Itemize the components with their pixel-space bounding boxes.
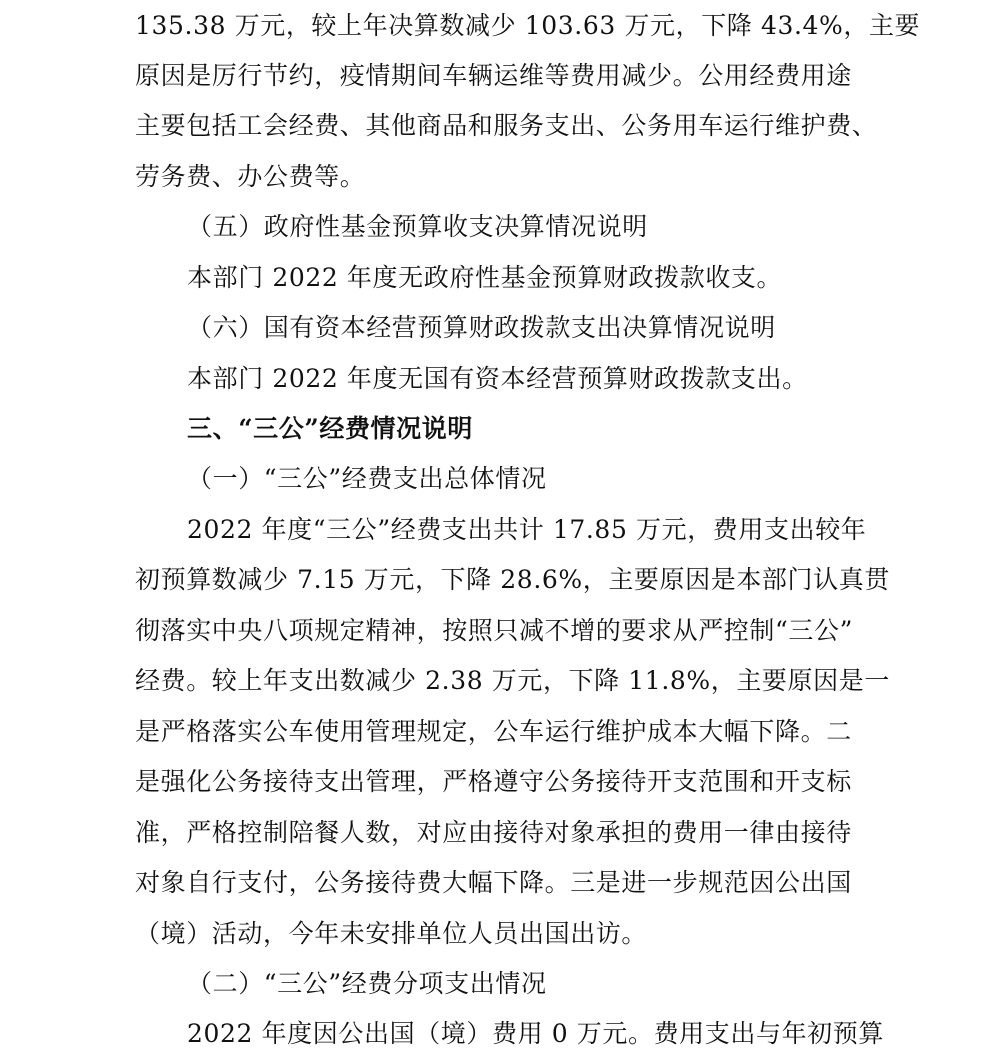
subsection-heading-1: （一）“三公”经费支出总体情况 [187,464,547,493]
paragraph-line: 准，严格控制陪餐人数，对应由接待对象承担的费用一律由接待 [135,818,852,847]
chapter-heading-3: 三、“三公”经费情况说明 [187,414,473,443]
paragraph-line: 本部门 2022 年度无政府性基金预算财政拨款收支。 [187,263,783,292]
paragraph-line: 经费。较上年支出数减少 2.38 万元，下降 11.8%，主要原因是一 [135,666,890,695]
paragraph-line: 主要包括工会经费、其他商品和服务支出、公务用车运行维护费、 [135,111,878,140]
paragraph-line: 本部门 2022 年度无国有资本经营预算财政拨款支出。 [187,364,808,393]
paragraph-line: 2022 年度因公出国（境）费用 0 万元。费用支出与年初预算 [187,1019,884,1048]
paragraph-line: 是强化公务接待支出管理，严格遵守公务接待开支范围和开支标 [135,767,852,796]
paragraph-line: 劳务费、办公费等。 [135,162,366,191]
section-heading-5: （五）政府性基金预算收支决算情况说明 [187,212,648,241]
paragraph-line: 彻落实中央八项规定精神，按照只减不增的要求从严控制“三公” [135,616,853,645]
section-heading-6: （六）国有资本经营预算财政拨款支出决算情况说明 [187,313,776,342]
paragraph-line: 135.38 万元，较上年决算数减少 103.63 万元，下降 43.4%，主要 [135,11,921,40]
subsection-heading-2: （二）“三公”经费分项支出情况 [187,969,547,998]
paragraph-line: 对象自行支付，公务接待费大幅下降。三是进一步规范因公出国 [135,868,852,897]
paragraph-line: 原因是厉行节约，疫情期间车辆运维等费用减少。公用经费用途 [135,61,852,90]
paragraph-line: 2022 年度“三公”经费支出共计 17.85 万元，费用支出较年 [187,515,867,544]
paragraph-line: 是严格落实公车使用管理规定，公车运行维护成本大幅下降。二 [135,717,852,746]
paragraph-line: （境）活动，今年未安排单位人员出国出访。 [135,919,648,948]
paragraph-line: 初预算数减少 7.15 万元，下降 28.6%，主要原因是本部门认真贯 [135,565,890,594]
